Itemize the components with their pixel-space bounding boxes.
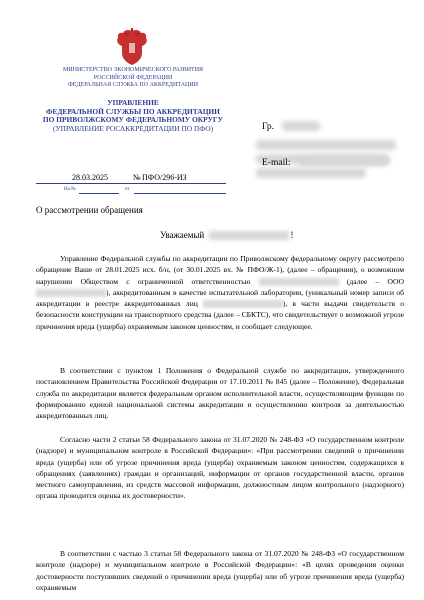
registration-line — [36, 183, 226, 184]
redacted-company-name — [259, 278, 339, 286]
letter-date: 28.03.2025 — [72, 173, 108, 182]
department-short-name: (УПРАВЛЕНИЕ РОСАККРЕДИТАЦИИ ПО ПФО) — [52, 123, 214, 133]
ministry-line: ФЕДЕРАЛЬНАЯ СЛУЖБА ПО АККРЕДИТАЦИИ — [67, 82, 199, 89]
ministry-line: РОССИЙСКОЙ ФЕДЕРАЦИИ — [93, 74, 173, 81]
greeting — [160, 230, 294, 240]
letter-number: ПФО/296-ИЗ — [142, 173, 187, 182]
reference-number-prefix: На № — [64, 187, 76, 192]
reference-number-line — [79, 193, 119, 194]
email-label: E-mail: — [262, 158, 291, 168]
greeting-word: Уважаемый — [160, 230, 205, 240]
ministry-line: МИНИСТЕРСТВО ЭКОНОМИЧЕСКОГО РАЗВИТИЯ — [62, 67, 204, 73]
paragraph-3: Согласно части 2 статьи 58 Федерального закона от 31.07.2020 № 248-ФЗ «О государственном контроле (надзоре) и муниципальном контроле в Российской Федерации»: «При рассмотрении сведений о причинении вреда (ущерба) или об угрозе причинения вреда (ущерба) охраняемым законом ценностям, содержащихся в обращениях (заявлениях) граждан и организаций, информации от органов государственной власти, органов местного самоуправления, из средств массовой информации, должностным лицом контрольного (надзорного) органа проводится оценка их достоверности». — [36, 435, 404, 501]
greeting-end: ! — [290, 230, 294, 240]
addressee-label: Гр. — [262, 122, 275, 132]
redacted-registry-number — [203, 300, 283, 308]
paragraph-4: В соответствии с частью 3 статьи 58 Федерального закона от 31.07.2020 № 248-ФЗ «О государственном контроле (надзоре) и муниципальном контроле в Российской Федерации»: «В целях проведения оценки достоверности поступивших сведений о причинении вреда (ущерба) или об угрозе причинения вреда (ущерба) охраняемым — [36, 549, 404, 592]
redacted-address — [256, 168, 366, 178]
department-line: ПО ПРИВОЛЖСКОМУ ФЕДЕРАЛЬНОМУ ОКРУГУ — [42, 115, 224, 124]
letter-number-prefix: № — [133, 173, 141, 182]
paragraph-text: (далее – ООО — [346, 276, 404, 286]
department-line: ФЕДЕРАЛЬНОЙ СЛУЖБЫ ПО АККРЕДИТАЦИИ — [46, 106, 220, 116]
redacted-addressee-name — [282, 121, 320, 131]
coat-of-arms-icon — [114, 27, 150, 67]
redacted-email — [298, 156, 390, 166]
department-header — [40, 99, 226, 133]
reference-date-line — [134, 193, 226, 194]
redacted-name — [209, 231, 289, 240]
paragraph-text: Управление Федеральной службы по аккредитации по Приволжскому федеральному округу рассмотрело обращение Ваше от 28.01.2025 исх. б/н, (от 30.01.2025 вх. № ПФО/Ж-1), (далее – обращения), о возможном нарушении Обществом с ограниченной ответственностью — [36, 254, 404, 286]
paragraph-1 — [36, 253, 404, 332]
letter-subject: О рассмотрении обращения — [36, 205, 143, 215]
department-line: УПРАВЛЕНИЕ — [107, 98, 159, 107]
paragraph-text: ), аккредитованным в качестве испытательной лаборатории, (уникальный номер записи об аккредитации в реестре аккредитованных лиц — [36, 287, 404, 309]
redacted-company-short — [36, 289, 106, 297]
redacted-address — [256, 140, 396, 150]
paragraph-2: В соответствии с пунктом 1 Положения о Федеральной службе по аккредитации, утвержденного постановлением Правительства Российской Федерации от 17.10.2011 № 845 (далее – Положение), Федеральная служба по аккредитации является федеральным органом исполнительной власти, осуществляющим функции по формированию единой национальной системы аккредитации и осуществлению контроля за деятельностью аккредитованных лиц. — [36, 366, 404, 421]
ministry-header — [40, 67, 226, 90]
paragraph-text: ), в части выдачи свидетельств о безопасности конструкции на транспортного средства (далее – СБКТС), что свидетельствует о возможной угрозе причинения вреда (ущерба) охраняемым законом ценностям, и сообщает следующее. — [36, 299, 404, 331]
reference-from-label: от — [125, 187, 130, 192]
